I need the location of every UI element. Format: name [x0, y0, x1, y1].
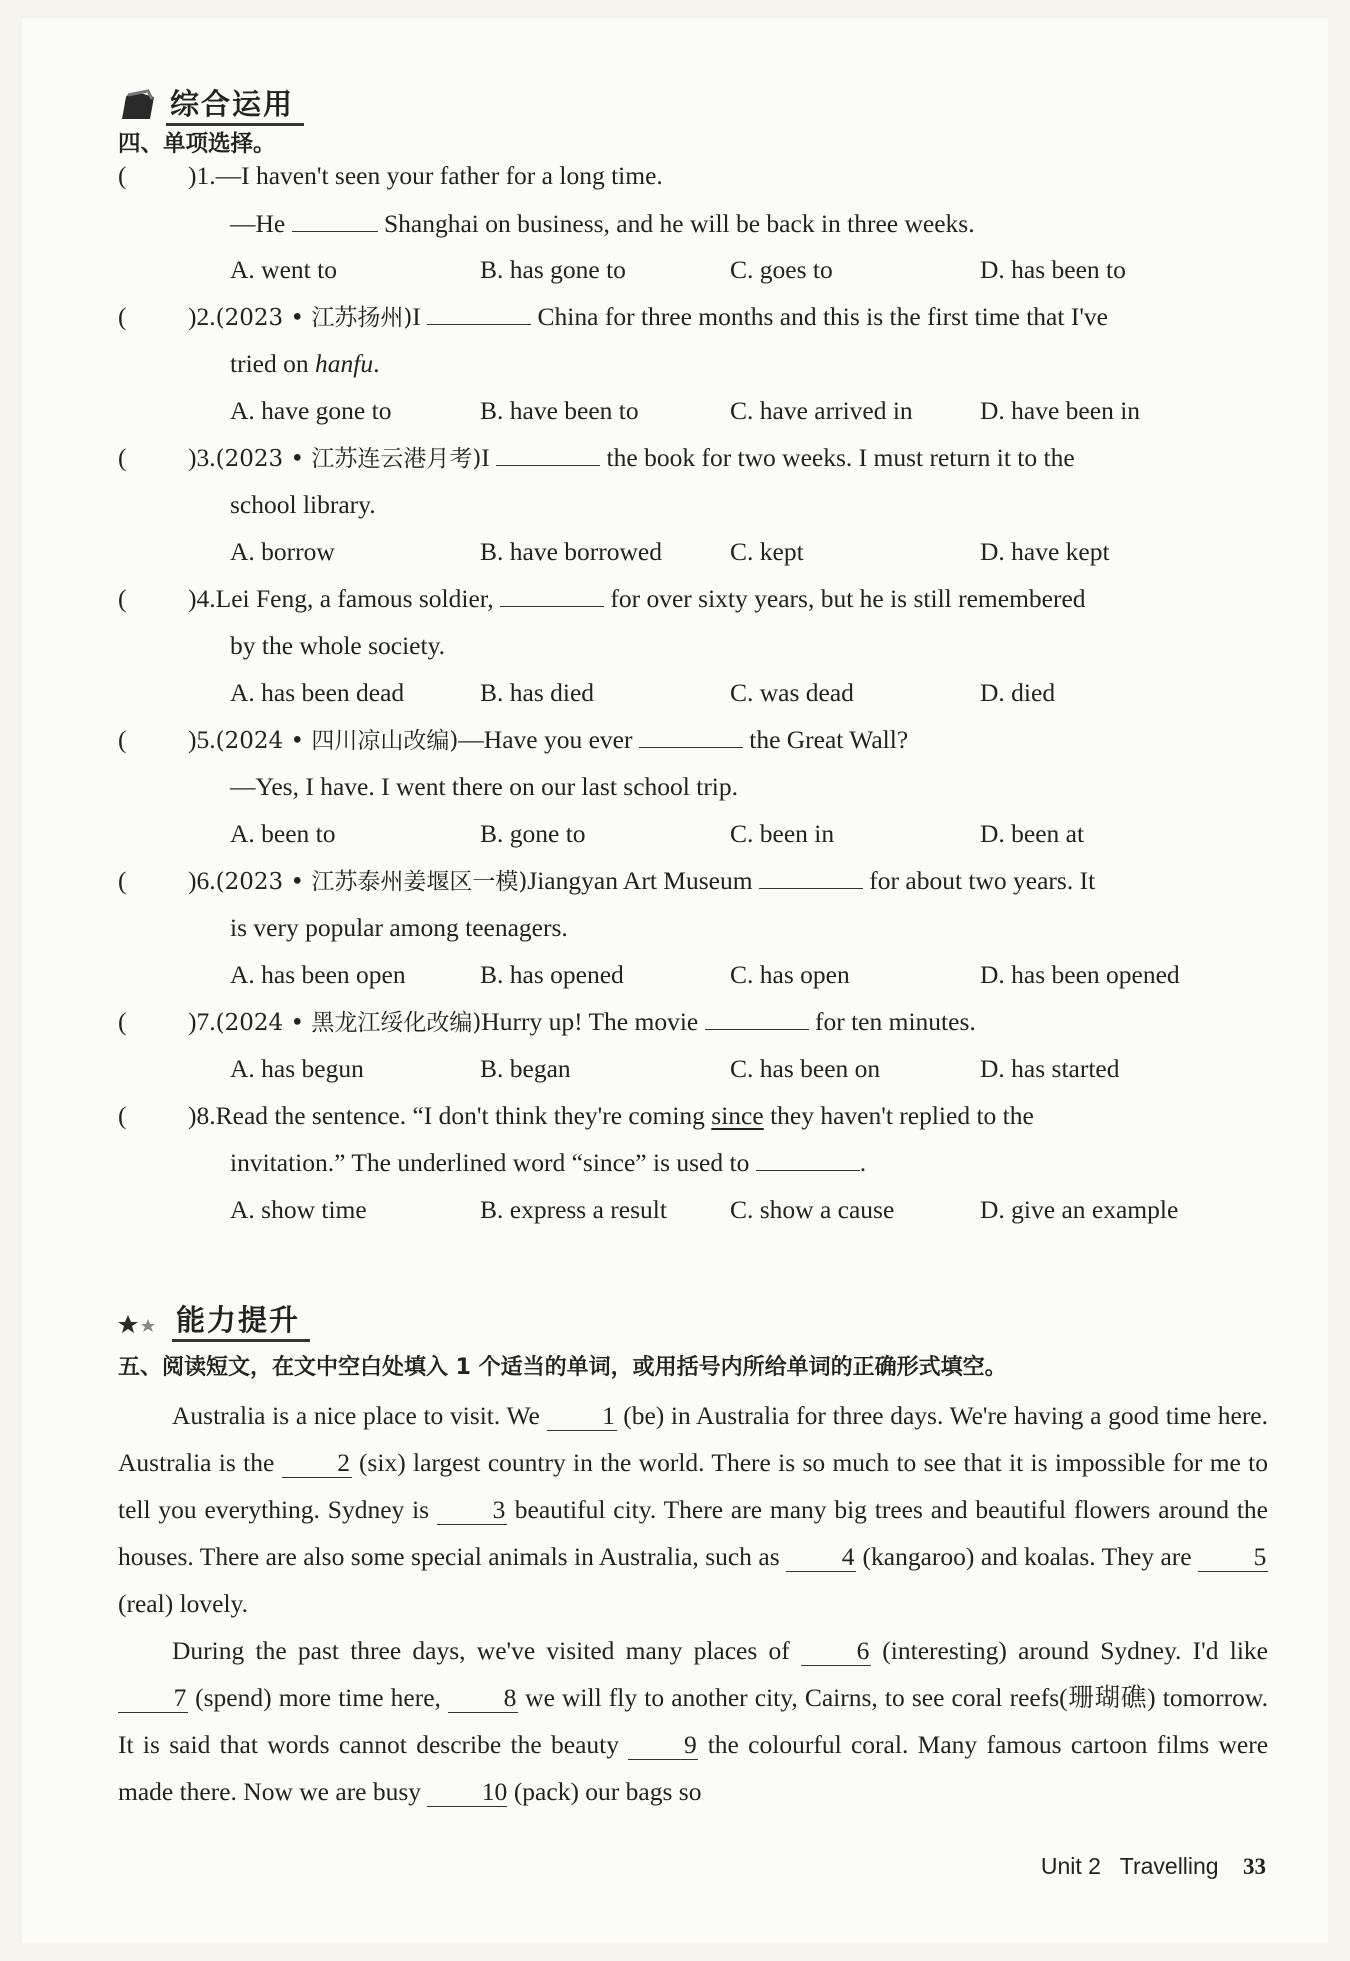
- blank-5[interactable]: 5: [1198, 1543, 1268, 1572]
- option-d[interactable]: D. been at: [980, 819, 1085, 848]
- blank-3[interactable]: 3: [437, 1496, 507, 1525]
- answer-blank[interactable]: [496, 443, 600, 466]
- page-footer: [1041, 1853, 1266, 1880]
- option-b[interactable]: B. have borrowed: [480, 537, 662, 566]
- option-d[interactable]: D. has been to: [980, 255, 1126, 284]
- section-banner-comprehensive: [118, 80, 304, 126]
- option-d[interactable]: D. have been in: [980, 396, 1141, 425]
- option-d[interactable]: D. has been opened: [980, 960, 1180, 989]
- blank-7[interactable]: 7: [118, 1684, 188, 1713]
- option-a[interactable]: A. show time: [230, 1195, 367, 1224]
- option-d[interactable]: D. have kept: [980, 537, 1110, 566]
- passage-paragraph-1: Australia is a nice place to visit. We 1 (be) in Australia for three days. We're having a good time here. Australia is the 2 (six) largest country in the world. There is so much to see that it is impossible for me to tell you everything. Sydney is 3 beautiful city. There are many big trees and beautiful flowers around the houses. There are also some special animals in Australia, such as 4 (kangaroo) and koalas. They are 5 (real) lovely.: [118, 1401, 1269, 1618]
- passage-paragraph-2: During the past three days, we've visited many places of 6 (interesting) around Sydney. I'd like 7 (spend) more time here, 8 we will fly to another city, Cairns, to see coral reefs(珊瑚礁) tomorrow. It is said that words cannot describe the beauty 9 the colourful coral. Many famous cartoon films were made there. Now we are busy 10 (pack) our bags so: [118, 1636, 1269, 1806]
- option-a[interactable]: A. has been dead: [230, 678, 405, 707]
- option-a[interactable]: A. have gone to: [230, 396, 392, 425]
- part4-heading: 四、单项选择。: [118, 131, 276, 157]
- option-d[interactable]: D. has started: [980, 1054, 1120, 1083]
- option-c[interactable]: C. has been on: [730, 1054, 881, 1083]
- brush-mark-icon: [118, 89, 156, 126]
- underlined-word: since: [711, 1101, 764, 1130]
- option-a[interactable]: A. has been open: [230, 960, 406, 989]
- option-d[interactable]: D. give an example: [980, 1195, 1179, 1224]
- answer-blank[interactable]: [705, 1007, 809, 1030]
- blank-2[interactable]: 2: [282, 1449, 352, 1478]
- option-a[interactable]: A. has begun: [230, 1054, 364, 1083]
- option-b[interactable]: B. gone to: [480, 819, 586, 848]
- option-c[interactable]: C. show a cause: [730, 1195, 895, 1224]
- blank-10[interactable]: 10: [427, 1778, 507, 1807]
- blank-8[interactable]: 8: [448, 1684, 518, 1713]
- question-2-line2: tried on hanfu.: [230, 349, 380, 378]
- option-b[interactable]: B. have been to: [480, 396, 639, 425]
- option-c[interactable]: C. goes to: [730, 255, 833, 284]
- footer-title: Travelling: [1119, 1853, 1219, 1879]
- option-a[interactable]: A. went to: [230, 255, 337, 284]
- answer-blank[interactable]: [500, 584, 604, 607]
- option-c[interactable]: C. kept: [730, 537, 804, 566]
- option-c[interactable]: C. has open: [730, 960, 850, 989]
- workbook-page: 综合运用 四、单项选择。 ( )1.—I haven't seen your father for a long time. —He Shanghai on business, and he will be back in three weeks. A. went to B. has gone to C. goes to D. has been to ( )2.(2023 • 江苏扬州)I China for three months and this is the first time that I've tried on hanfu. A. have gone to B. have been to C. have arrived in D. have been in ( )3.(2023 • 江苏连云港月考)I the book for two weeks. I must return it to the school library. A. borrow B. have borrowed C. kept D. have kept ( )4.Lei Feng, a famous soldier, for over sixty years, but he is still remembered by the whole society. A. has been dead B. has died C. was dead D. died ( )5.(2024 • 四川凉山改编)—Have you ever the Great Wall? —Yes, I have. I went there on our last school trip. A. been to B. gone to C. been in D. been at ( )6.(2023 • 江苏泰州姜堰区一模)Jiangyan Art Museum for about two years. It is very popular among teenagers. A. has been open B. has opened C. has open D. has been opened ( )7.(2024 • 黑龙江绥化改编)Hurry up! The movie for ten minutes. A. has begun B. began C. has been on D. has started ( )8.Read the sentence. “I don't think they're coming since they haven't replied to the invitation.” The underlined word “since” is used to . A. show time B. express a result C. show a cause D. give an example 能力提升 五、阅读短文，在文中空白处填入 1 个适当的单词，或用括号内所给单词的正确形式填空。 Australia is a nice place to visit. We 1 (be) in Australia for three days. We're having a good time here. Australia is the 2 (six) largest country in the world. There is so much to see that it is impossible for me to tell you everything. Sydney is 3 beautiful city. There are many big trees and beautiful flowers around the houses. There are also some special animals in Australia, such as 4 (kangaroo) and koalas. They are 5 (real) lovely. During the past three days, we've visited many places of 6 (interesting) around Sydney. I'd like 7 (spend) more time here, 8 we will fly to another city, Cairns, to see coral reefs(珊瑚礁) tomorrow. It is said that words cannot describe the beauty 9 the colourful coral. Many famous cartoon films were made there. Now we are busy 10 (pack) our bags so Unit 2 Travelling 33: [22, 18, 1328, 1943]
- blank-4[interactable]: 4: [786, 1543, 856, 1572]
- section-title: 综合运用: [166, 87, 304, 126]
- part5-heading: 五、阅读短文，在文中空白处填入 1 个适当的单词，或用括号内所给单词的正确形式填空。: [118, 1355, 1007, 1380]
- footer-unit: Unit 2: [1040, 1853, 1101, 1879]
- option-b[interactable]: B. express a result: [480, 1195, 667, 1224]
- section-title: 能力提升: [172, 1303, 310, 1342]
- question-4-line2: by the whole society.: [230, 631, 446, 660]
- option-c[interactable]: C. been in: [730, 819, 835, 848]
- option-c[interactable]: C. was dead: [730, 678, 854, 707]
- option-b[interactable]: B. began: [480, 1054, 571, 1083]
- stars-icon: [118, 1311, 162, 1342]
- question-8-line2: invitation.” The underlined word “since” is used to .: [230, 1148, 867, 1177]
- option-b[interactable]: B. has gone to: [480, 255, 626, 284]
- question-5-line2: —Yes, I have. I went there on our last school trip.: [230, 772, 739, 801]
- blank-9[interactable]: 9: [628, 1731, 698, 1760]
- blank-6[interactable]: 6: [801, 1637, 871, 1666]
- question-1-line2: —He Shanghai on business, and he will be back in three weeks.: [230, 209, 975, 238]
- option-d[interactable]: D. died: [980, 678, 1056, 707]
- answer-blank[interactable]: [756, 1148, 860, 1171]
- page-number: 33: [1243, 1854, 1266, 1879]
- answer-blank[interactable]: [759, 866, 863, 889]
- option-b[interactable]: B. has died: [480, 678, 595, 707]
- section-banner-ability: [118, 1296, 310, 1342]
- question-3-line2: school library.: [230, 490, 376, 519]
- option-c[interactable]: C. have arrived in: [730, 396, 913, 425]
- answer-blank[interactable]: [639, 725, 743, 748]
- answer-blank[interactable]: [292, 209, 378, 232]
- blank-1[interactable]: 1: [547, 1402, 617, 1431]
- answer-blank[interactable]: [427, 302, 531, 325]
- option-a[interactable]: A. borrow: [230, 537, 335, 566]
- question-6-line2: is very popular among teenagers.: [230, 913, 568, 942]
- option-a[interactable]: A. been to: [230, 819, 336, 848]
- option-b[interactable]: B. has opened: [480, 960, 624, 989]
